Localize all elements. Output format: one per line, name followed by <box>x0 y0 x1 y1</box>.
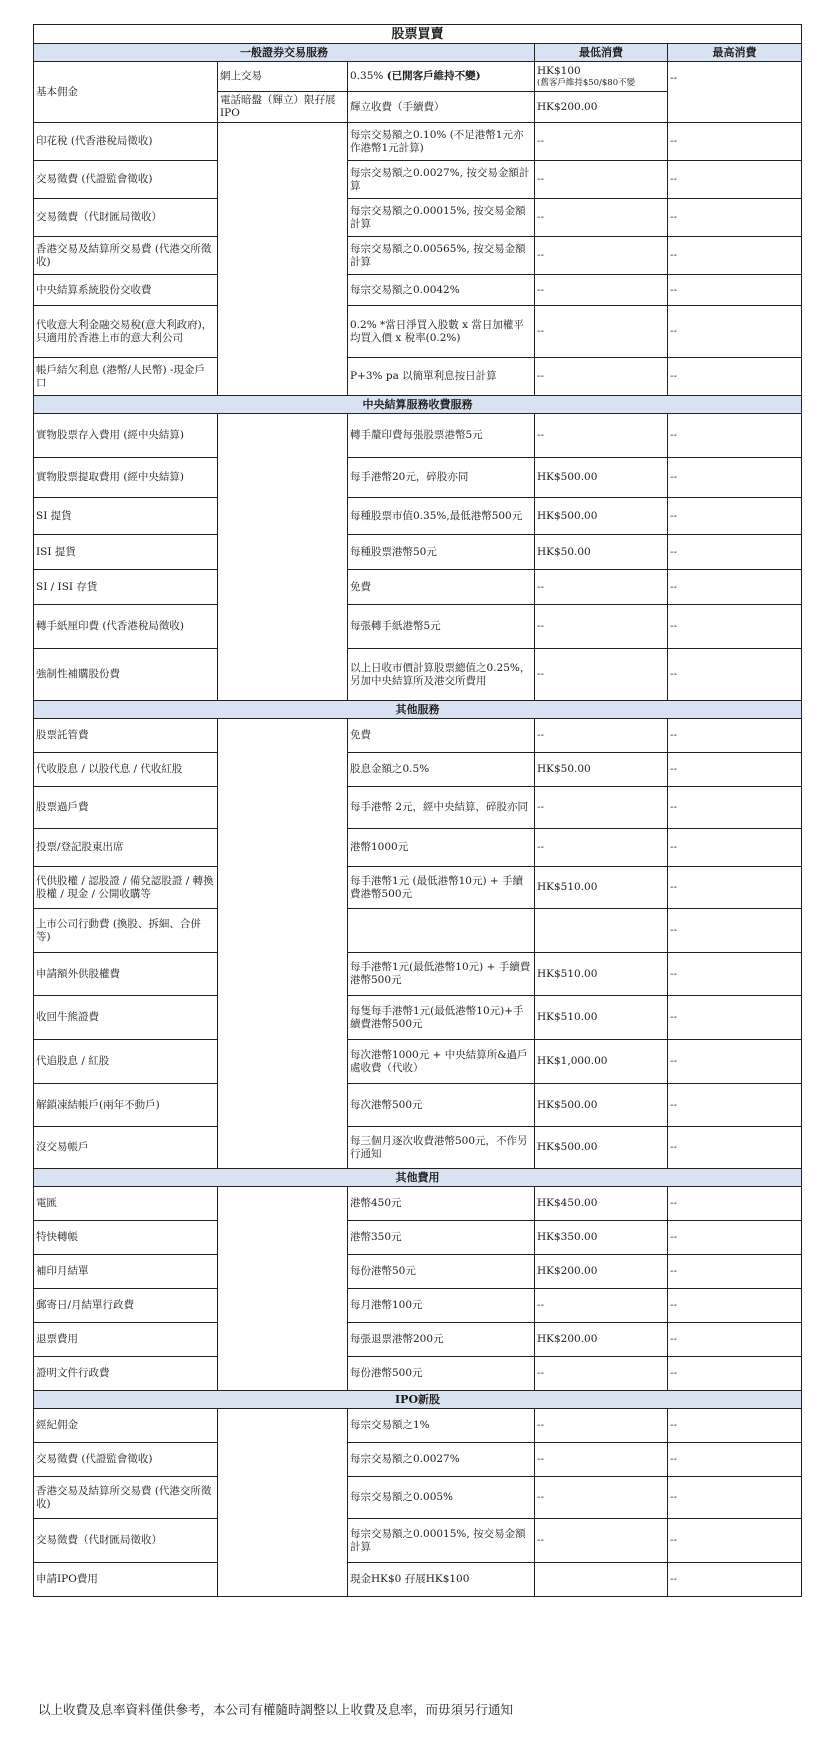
row-name: 股票過戶費 <box>34 787 218 829</box>
row-name: 代追股息 / 紅股 <box>34 1040 218 1084</box>
section-header-other-services: 其他服務 <box>34 701 802 719</box>
row-max: -- <box>668 1084 802 1127</box>
row-name: SI / ISI 存貨 <box>34 570 218 605</box>
row-max: -- <box>668 649 802 701</box>
row-fee: 每種股票市值0.35%,最低港幣500元 <box>348 498 535 535</box>
row-min: HK$350.00 <box>535 1221 668 1255</box>
header-min: 最低消費 <box>535 44 668 62</box>
row-min: -- <box>535 237 668 275</box>
row-min: HK$50.00 <box>535 753 668 787</box>
row-min: -- <box>535 787 668 829</box>
row-name: 代收股息 / 以股代息 / 代收紅股 <box>34 753 218 787</box>
row-max: -- <box>668 358 802 396</box>
section-header-other-fees: 其他費用 <box>34 1169 802 1187</box>
row-min: -- <box>535 306 668 358</box>
row-min: -- <box>535 1477 668 1519</box>
row-fee: 每種股票港幣50元 <box>348 535 535 570</box>
row-name: 經紀佣金 <box>34 1409 218 1443</box>
row-name: 香港交易及結算所交易費 (代港交所徵收) <box>34 1477 218 1519</box>
row-fee: 每手港幣20元，碎股亦同 <box>348 458 535 498</box>
row-fee: 每宗交易額之0.005% <box>348 1477 535 1519</box>
row-min: -- <box>535 161 668 199</box>
row-min: HK$500.00 <box>535 1084 668 1127</box>
section-header-ccass: 中央結算服務收費服務 <box>34 396 802 414</box>
row-fee: 免費 <box>348 719 535 753</box>
row-name: 交易徵費（代財匯局徵收） <box>34 1519 218 1563</box>
fee-online: 0.35% (已開客戶維持不變) <box>348 62 535 92</box>
row-name: ISI 提貨 <box>34 535 218 570</box>
row-fee: 每手港幣1元 (最低港幣10元) + 手續費港幣500元 <box>348 867 535 909</box>
section-header-ipo: IPO新股 <box>34 1391 802 1409</box>
row-max: -- <box>668 1221 802 1255</box>
row-fee: 每月港幣100元 <box>348 1289 535 1323</box>
row-max: -- <box>668 867 802 909</box>
row-min: -- <box>535 1443 668 1477</box>
row-fee: 每宗交易額之0.00565%, 按交易金額計算 <box>348 237 535 275</box>
row-name: 收回牛熊證費 <box>34 996 218 1040</box>
channel-online: 網上交易 <box>218 62 348 92</box>
row-min: HK$50.00 <box>535 535 668 570</box>
row-max: -- <box>668 414 802 458</box>
row-name: 電匯 <box>34 1187 218 1221</box>
row-min: -- <box>535 1357 668 1391</box>
row-name: 基本佣金 <box>34 62 218 123</box>
row-fee: 每宗交易額之0.0027%, 按交易金額計算 <box>348 161 535 199</box>
row-min: -- <box>535 1289 668 1323</box>
row-max: -- <box>668 829 802 867</box>
row-name: 交易徵費 (代證監會徵收) <box>34 161 218 199</box>
row-min: HK$500.00 <box>535 458 668 498</box>
max-online: -- <box>668 62 802 123</box>
row-fee: 每宗交易額之0.0042% <box>348 275 535 306</box>
row-min: -- <box>535 829 668 867</box>
section-header-general: 一般證券交易服務 <box>34 44 535 62</box>
row-name: 上市公司行動費 (換股、拆細、合併等) <box>34 909 218 953</box>
row-fee: 股息金額之0.5% <box>348 753 535 787</box>
row-min: -- <box>535 275 668 306</box>
row-fee: 每次港幣500元 <box>348 1084 535 1127</box>
row-max: -- <box>668 787 802 829</box>
row-fee: 免費 <box>348 570 535 605</box>
row-min: HK$510.00 <box>535 867 668 909</box>
row-name: 證明文件行政費 <box>34 1357 218 1391</box>
row-name: 特快轉帳 <box>34 1221 218 1255</box>
row-min: -- <box>535 199 668 237</box>
row-fee: 0.2% *當日淨買入股數 x 當日加權平均買入價 x 稅率(0.2%) <box>348 306 535 358</box>
row-name: 實物股票提取費用 (經中央結算) <box>34 458 218 498</box>
row-name: 申請額外供股權費 <box>34 953 218 996</box>
row-fee: 每宗交易額之0.00015%, 按交易金額計算 <box>348 1519 535 1563</box>
row-max: -- <box>668 535 802 570</box>
row-max: -- <box>668 1127 802 1169</box>
row-max: -- <box>668 1040 802 1084</box>
row-max: -- <box>668 1357 802 1391</box>
row-max: -- <box>668 306 802 358</box>
row-max: -- <box>668 953 802 996</box>
row-max: -- <box>668 237 802 275</box>
row-min: HK$450.00 <box>535 1187 668 1221</box>
row-name: 郵寄日/月結單行政費 <box>34 1289 218 1323</box>
row-fee: 每宗交易額之0.10% (不足港幣1元亦作港幣1元計算) <box>348 123 535 161</box>
row-min: -- <box>535 719 668 753</box>
blank-cell <box>218 414 348 701</box>
row-max: -- <box>668 498 802 535</box>
fee-phone: 輝立收費（手續費） <box>348 92 535 123</box>
row-name: SI 提貨 <box>34 498 218 535</box>
row-min: HK$200.00 <box>535 1255 668 1289</box>
row-min: HK$200.00 <box>535 1323 668 1357</box>
row-max: -- <box>668 605 802 649</box>
row-name: 補印月結單 <box>34 1255 218 1289</box>
row-min: HK$510.00 <box>535 996 668 1040</box>
row-name: 交易徵費 (代證監會徵收) <box>34 1443 218 1477</box>
row-fee: 港幣450元 <box>348 1187 535 1221</box>
row-fee: 轉手釐印費每張股票港幣5元 <box>348 414 535 458</box>
row-name: 強制性補購股份費 <box>34 649 218 701</box>
blank-cell <box>218 719 348 1169</box>
row-max: -- <box>668 1187 802 1221</box>
row-max: -- <box>668 909 802 953</box>
row-max: -- <box>668 1289 802 1323</box>
row-name: 中央結算系統股份交收費 <box>34 275 218 306</box>
row-name: 交易徵費（代財匯局徵收） <box>34 199 218 237</box>
row-name: 投票/登記股東出席 <box>34 829 218 867</box>
blank-cell <box>218 123 348 396</box>
row-max: -- <box>668 1409 802 1443</box>
blank-cell <box>218 1409 348 1597</box>
row-fee: 港幣1000元 <box>348 829 535 867</box>
row-min <box>535 909 668 953</box>
row-min: HK$500.00 <box>535 1127 668 1169</box>
row-min: -- <box>535 649 668 701</box>
row-name: 沒交易帳戶 <box>34 1127 218 1169</box>
row-max: -- <box>668 1563 802 1597</box>
row-fee: 每份港幣50元 <box>348 1255 535 1289</box>
blank-cell <box>218 1187 348 1391</box>
row-max: -- <box>668 1519 802 1563</box>
row-fee: 現金HK$0 孖展HK$100 <box>348 1563 535 1597</box>
row-name: 解鎖凍結帳戶(兩年不動戶) <box>34 1084 218 1127</box>
row-fee <box>348 909 535 953</box>
row-max: -- <box>668 719 802 753</box>
row-min: -- <box>535 123 668 161</box>
row-max: -- <box>668 275 802 306</box>
row-max: -- <box>668 199 802 237</box>
row-name: 香港交易及結算所交易費 (代港交所徵收) <box>34 237 218 275</box>
row-min <box>535 1563 668 1597</box>
row-min: -- <box>535 358 668 396</box>
row-min: -- <box>535 605 668 649</box>
row-fee: 每張轉手紙港幣5元 <box>348 605 535 649</box>
row-fee: 每宗交易額之1% <box>348 1409 535 1443</box>
row-min: HK$1,000.00 <box>535 1040 668 1084</box>
row-fee: 每宗交易額之0.0027% <box>348 1443 535 1477</box>
row-max: -- <box>668 1477 802 1519</box>
row-max: -- <box>668 123 802 161</box>
row-name: 實物股票存入費用 (經中央結算) <box>34 414 218 458</box>
row-max: -- <box>668 753 802 787</box>
row-fee: 每張退票港幣200元 <box>348 1323 535 1357</box>
row-fee: 每次港幣1000元 + 中央結算所&過戶處收費（代收） <box>348 1040 535 1084</box>
row-fee: 每隻每手港幣1元(最低港幣10元)+手續費港幣500元 <box>348 996 535 1040</box>
row-name: 代供股權 / 認股證 / 備兌認股證 / 轉換股權 / 現金 / 公開收購等 <box>34 867 218 909</box>
row-name: 退票費用 <box>34 1323 218 1357</box>
row-fee: 以上日收市價計算股票總值之0.25%，另加中央結算所及港交所費用 <box>348 649 535 701</box>
row-fee: 每手港幣1元(最低港幣10元) + 手續費港幣500元 <box>348 953 535 996</box>
min-phone: HK$200.00 <box>535 92 668 123</box>
row-min: -- <box>535 1519 668 1563</box>
table-title: 股票買賣 <box>34 25 802 44</box>
row-min: -- <box>535 570 668 605</box>
row-fee: 每宗交易額之0.00015%, 按交易金額計算 <box>348 199 535 237</box>
row-name: 轉手紙厘印費 (代香港稅局徵收) <box>34 605 218 649</box>
row-fee: 每份港幣500元 <box>348 1357 535 1391</box>
fee-table <box>33 24 802 1597</box>
row-name: 申請IPO費用 <box>34 1563 218 1597</box>
row-min: -- <box>535 414 668 458</box>
row-max: -- <box>668 458 802 498</box>
header-max: 最高消費 <box>668 44 802 62</box>
row-max: -- <box>668 996 802 1040</box>
row-min: HK$510.00 <box>535 953 668 996</box>
channel-phone: 電話暗盤（輝立）限孖展IPO <box>218 92 348 123</box>
row-max: -- <box>668 570 802 605</box>
row-fee: 港幣350元 <box>348 1221 535 1255</box>
row-min: -- <box>535 1409 668 1443</box>
row-fee: 每手港幣 2元，經中央結算，碎股亦同 <box>348 787 535 829</box>
row-max: -- <box>668 1323 802 1357</box>
row-name: 印花稅 (代香港稅局徵收) <box>34 123 218 161</box>
footer-disclaimer: 以上收費及息率資料僅供參考，本公司有權隨時調整以上收費及息率，而毋須另行通知 <box>38 1702 514 1717</box>
row-fee: 每三個月逐次收費港幣500元，不作另行通知 <box>348 1127 535 1169</box>
row-max: -- <box>668 161 802 199</box>
row-max: -- <box>668 1255 802 1289</box>
row-fee: P+3% pa 以簡單利息按日計算 <box>348 358 535 396</box>
row-max: -- <box>668 1443 802 1477</box>
row-min: HK$500.00 <box>535 498 668 535</box>
min-online: HK$100 (舊客戶維持$50/$80不變 <box>535 62 668 92</box>
row-name: 股票託管費 <box>34 719 218 753</box>
row-name: 代收意大利金融交易稅(意大利政府)，只適用於香港上市的意大利公司 <box>34 306 218 358</box>
row-name: 帳戶結欠利息 (港幣/人民幣) -現金戶口 <box>34 358 218 396</box>
